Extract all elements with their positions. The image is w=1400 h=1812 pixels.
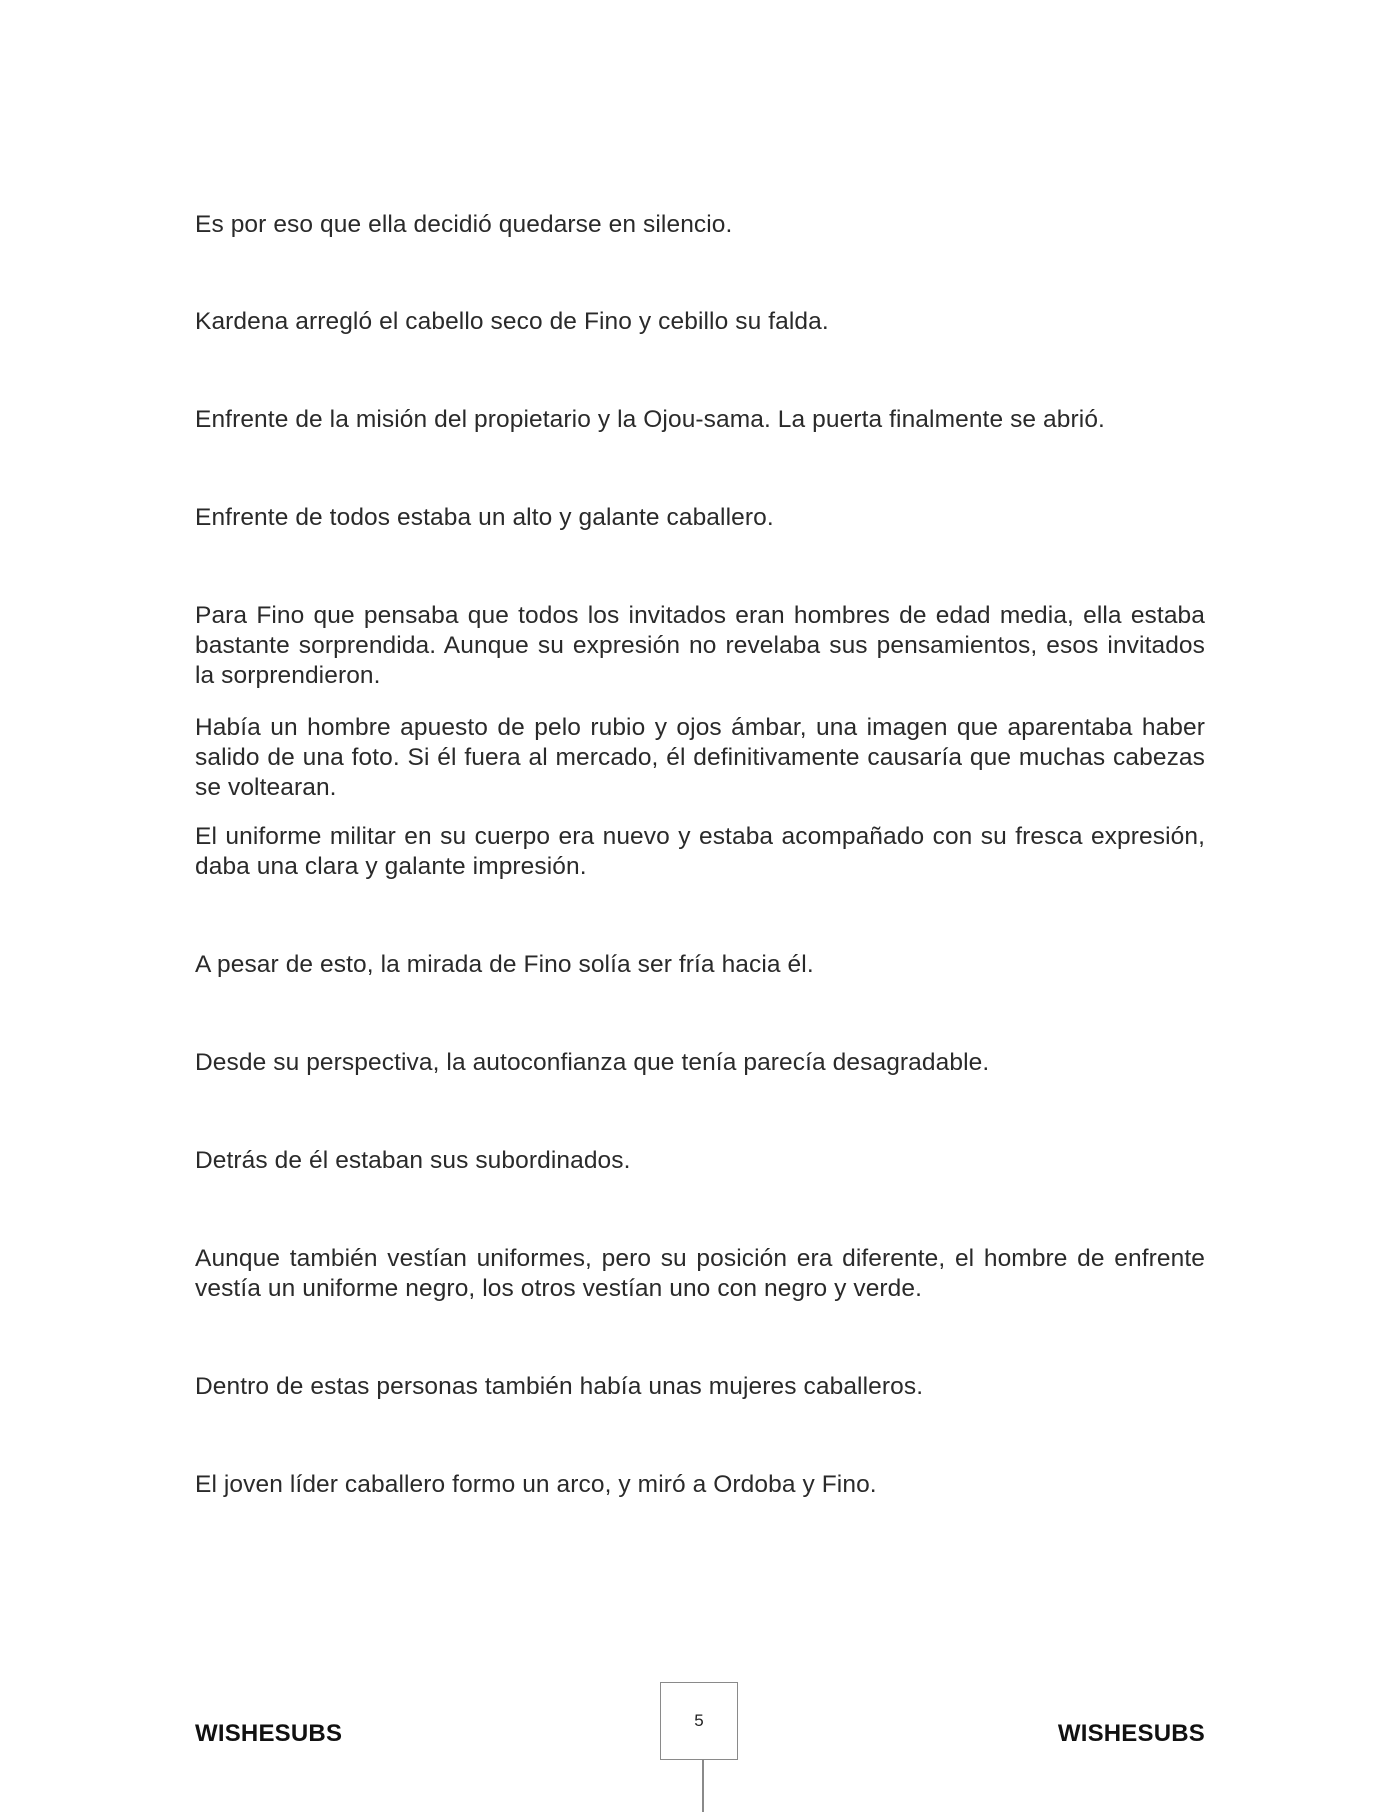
page-number-box: [660, 1682, 738, 1760]
page-number: 5: [694, 1711, 704, 1730]
paragraph-6: Había un hombre apuesto de pelo rubio y ojos ámbar, una imagen que aparentaba haber salido de una foto. Si él fuera al mercado, él definitivamente causaría que muchas cabezas se voltearan.: [195, 714, 1205, 801]
paragraph-9: Desde su perspectiva, la autoconfianza que tenía parecía desagradable.: [195, 1049, 990, 1076]
paragraph-2: Kardena arregló el cabello seco de Fino y cebillo su falda.: [195, 308, 829, 335]
paragraph-3: Enfrente de la misión del propietario y la Ojou-sama. La puerta finalmente se abrió.: [195, 406, 1105, 433]
footer-brand-left: WISHESUBS: [195, 1720, 343, 1747]
paragraph-1: Es por eso que ella decidió quedarse en silencio.: [195, 211, 733, 238]
paragraph-11: Aunque también vestían uniformes, pero su posición era diferente, el hombre de enfrente vestía un uniforme negro, los otros vestían uno con negro y verde.: [195, 1245, 1205, 1302]
footer-brand-right: WISHESUBS: [1057, 1720, 1205, 1747]
paragraph-8: A pesar de esto, la mirada de Fino solía ser fría hacia él.: [195, 951, 814, 978]
page-number-connector-line: [702, 1760, 704, 1812]
paragraph-10: Detrás de él estaban sus subordinados.: [195, 1147, 631, 1174]
paragraph-4: Enfrente de todos estaba un alto y galante caballero.: [195, 504, 774, 531]
paragraph-12: Dentro de estas personas también había unas mujeres caballeros.: [195, 1373, 924, 1400]
paragraph-5: Para Fino que pensaba que todos los invitados eran hombres de edad media, ella estaba bastante sorprendida. Aunque su expresión no revelaba sus pensamientos, esos invitados la sorprendieron.: [195, 602, 1205, 689]
paragraph-7: El uniforme militar en su cuerpo era nuevo y estaba acompañado con su fresca expresión, daba una clara y galante impresión.: [195, 823, 1205, 880]
paragraph-13: El joven líder caballero formo un arco, y miró a Ordoba y Fino.: [195, 1471, 877, 1498]
